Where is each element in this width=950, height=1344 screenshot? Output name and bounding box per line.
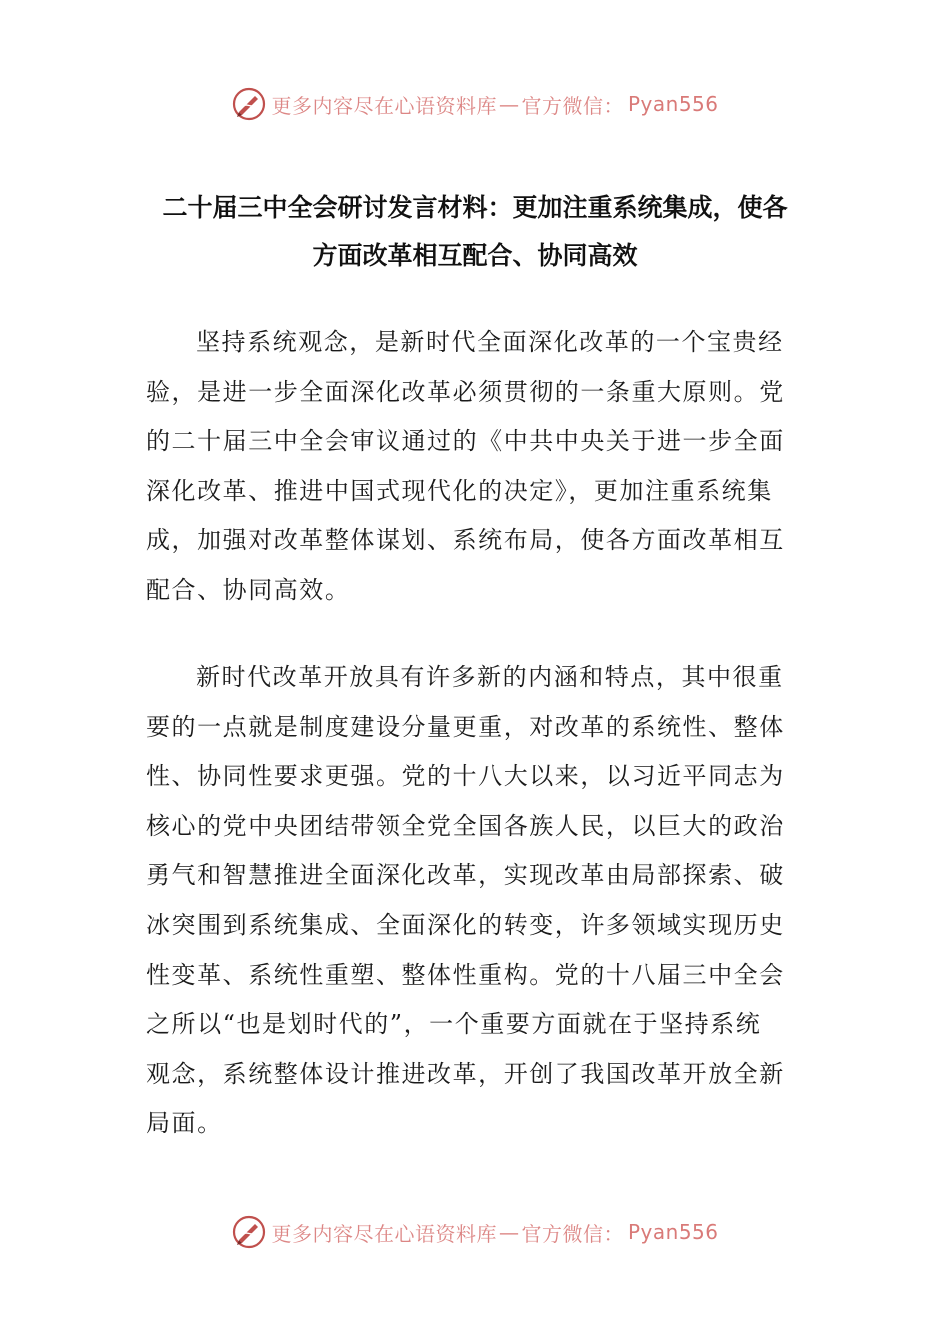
watermark-header (0, 84, 950, 124)
paragraph-line: 之所以“也是划时代的”，一个重要方面就在于坚持系统 (146, 1010, 762, 1039)
paragraph-line: 冰突围到系统集成、全面深化的转变，许多领域实现历史 (146, 910, 785, 939)
paragraph-line: 核心的党中央团结带领全党全国各族人民，以巨大的政治 (146, 811, 785, 840)
paragraph-line: 的二十届三中全会审议通过的《中共中央关于进一步全面 (146, 427, 785, 456)
paragraph-line: 观念，系统整体设计推进改革，开创了我国改革开放全新 (146, 1059, 785, 1088)
watermark-text: 更多内容尽在心语资料库 (271, 93, 497, 118)
paragraph-line: 新时代改革开放具有许多新的内涵和特点，其中很重 (196, 663, 784, 691)
watermark-label: 官方微信： (521, 1221, 624, 1246)
paragraph-line: 成，加强对改革整体谋划、系统布局，使各方面改革相互 (146, 526, 785, 555)
paragraph-line: 性、协同性要求更强。党的十八大以来，以习近平同志为 (146, 762, 785, 791)
paragraph-line: 勇气和智慧推进全面深化改革，实现改革由局部探索、破 (146, 861, 785, 890)
watermark-separator: — (498, 1220, 520, 1244)
watermark-label: 官方微信： (521, 93, 624, 118)
title-line: 方面改革相互配合、协同高效 (312, 241, 638, 270)
watermark-text: 更多内容尽在心语资料库 (271, 1221, 497, 1246)
paragraph-line: 要的一点就是制度建设分量更重，对改革的系统性、整体 (146, 712, 785, 741)
document-title (140, 184, 810, 280)
title-line: 二十届三中全会研讨发言材料：更加注重系统集成，使各 (162, 193, 788, 222)
watermark-footer (0, 1212, 950, 1252)
paragraph-line: 验，是进一步全面深化改革必须贯彻的一条重大原则。党 (146, 377, 785, 406)
paragraph-2 (146, 653, 786, 1149)
paragraph-line: 深化改革、推进中国式现代化的决定》，更加注重系统集 (146, 476, 773, 505)
watermark-separator: — (498, 92, 520, 116)
paragraph-line: 坚持系统观念，是新时代全面深化改革的一个宝贵经 (196, 328, 784, 356)
watermark-wechat-id: Pyan556 (627, 92, 719, 116)
watermark-wechat-id: Pyan556 (627, 1220, 719, 1244)
paragraph-line: 配合、协同高效。 (146, 575, 351, 604)
pen-logo-icon (231, 1214, 267, 1250)
paragraph-line: 局面。 (146, 1109, 223, 1138)
paragraph-line: 性变革、系统性重塑、整体性重构。党的十八届三中全会 (146, 960, 785, 989)
pen-logo-icon (231, 86, 267, 122)
paragraph-1 (146, 318, 786, 616)
